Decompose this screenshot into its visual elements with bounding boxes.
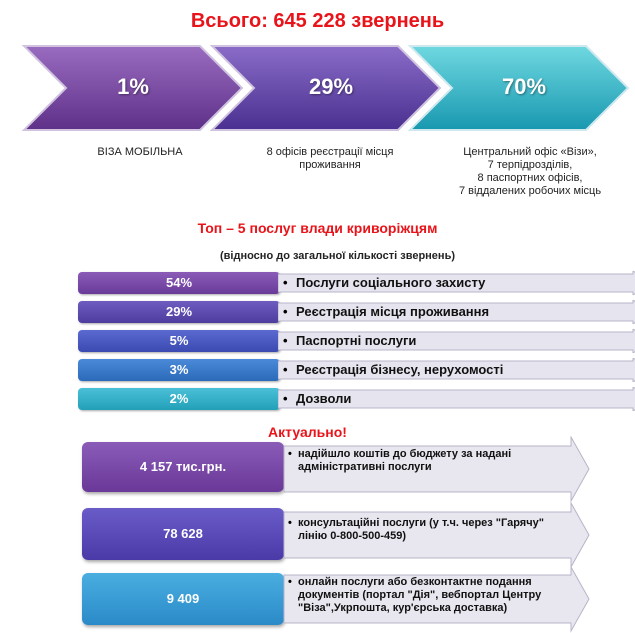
actual-description [298,448,511,474]
channel-percent: 70% [501,74,547,99]
service-label: Послуги соціального захисту [296,275,486,290]
service-percent-bar: 3% [78,359,280,381]
caption-line: Центральний офіс «Візи», [463,146,597,158]
actual-title: Актуально! [268,424,347,440]
description-line: документів (портал "Дія", вебпортал Центру [298,589,542,601]
description-line: надійшло коштів до бюджету за надані [298,448,512,460]
service-row [78,300,578,324]
bullet: • [283,304,288,319]
service-label: Дозволи [296,391,352,406]
bullet: • [288,576,292,588]
top-services-title: Топ – 5 послуг влади криворіжцям [197,220,438,236]
actual-value-box: 9 409 [82,573,284,625]
caption-line: 8 паспортних офісів, [477,172,583,184]
service-label: Реєстрація бізнесу, нерухомості [296,362,504,377]
channel-caption-registration [240,146,420,172]
caption-line: 7 віддалених робочих місць [458,185,602,197]
page-title: Всього: 645 228 звернень [190,10,445,32]
channel-percent: 29% [308,74,354,99]
channel-caption-central [425,146,635,198]
description-line: адміністративні послуги [298,461,432,473]
actual-description [298,576,541,615]
description-line: консультаційні послуги (у т.ч. через "Гарячу" [298,517,544,529]
service-row [78,358,578,382]
bullet: • [283,362,288,377]
caption-line: ВІЗА МОБІЛЬНА [97,146,183,158]
bullet: • [283,333,288,348]
description-line: лінію 0-800-500-459) [298,530,407,542]
service-percent-bar: 54% [78,272,280,294]
service-row [78,271,578,295]
caption-line: проживання [299,159,361,171]
service-percent-bar: 29% [78,301,280,323]
service-label: Паспортні послуги [296,333,417,348]
description-line: онлайн послуги або безконтактне подання [298,576,532,588]
channel-caption-mobile [60,146,220,159]
channel-percent: 1% [117,74,149,99]
channel-chevron-central [408,44,630,132]
bullet: • [288,448,292,460]
actual-value-box: 4 157 тис.грн. [82,442,284,492]
bullet: • [283,391,288,406]
caption-line: 8 офісів реєстрації місця [266,146,394,158]
description-line: "Віза",Укрпошта, кур'єрська доставка) [298,602,508,614]
actual-description [298,517,544,543]
caption-line: 7 терпідрозділів, [487,159,573,171]
bullet: • [283,275,288,290]
service-row [78,329,578,353]
service-percent-bar: 2% [78,388,280,410]
service-row [78,387,578,411]
top-services-subtitle: (відносно до загальної кількості звернень) [220,250,455,262]
service-label: Реєстрація місця проживання [296,304,490,319]
bullet: • [288,517,292,529]
actual-value-box: 78 628 [82,508,284,560]
service-percent-bar: 5% [78,330,280,352]
